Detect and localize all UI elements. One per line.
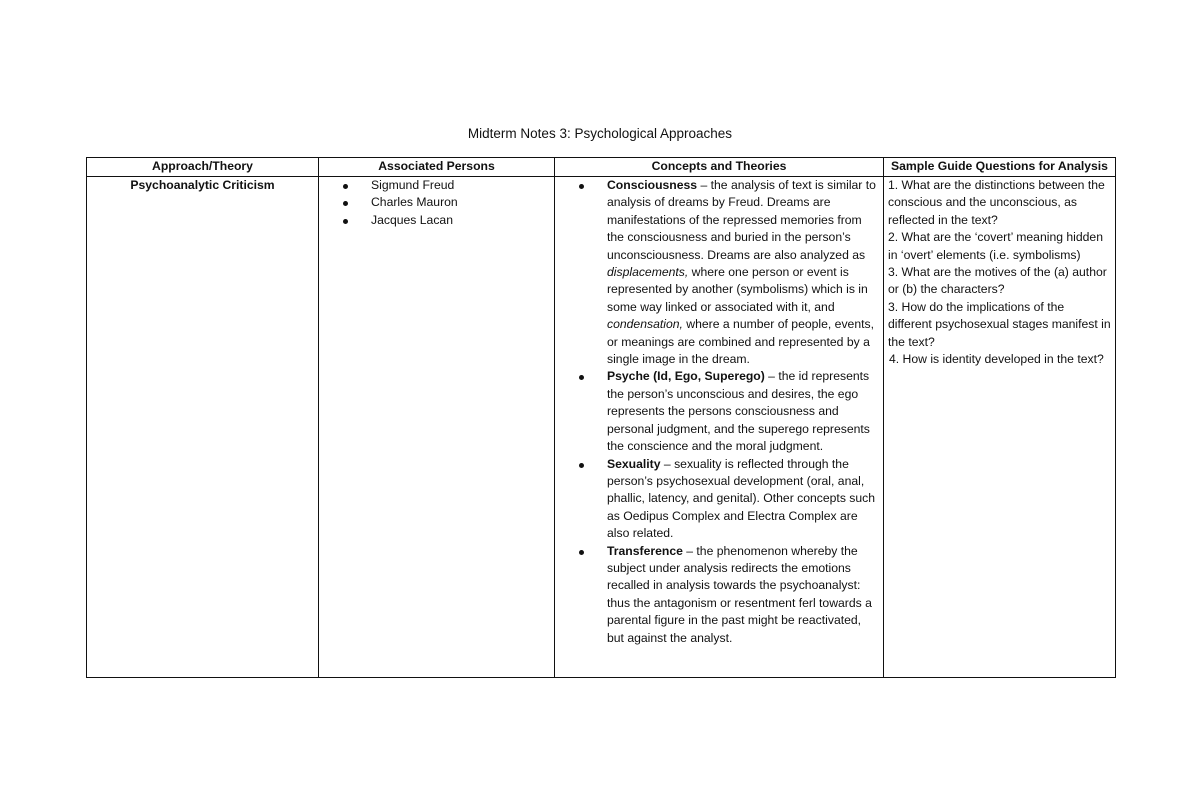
questions-cell [884, 177, 1116, 678]
concepts-cell [555, 177, 884, 678]
guide-question: 1. What are the distinctions between the conscious and the unconscious, as reflected in the text? [888, 178, 1105, 227]
list-item [323, 194, 550, 211]
list-item [323, 177, 550, 194]
header-questions: Sample Guide Questions for Analysis [884, 158, 1116, 177]
concept-item [559, 368, 879, 455]
table-header-row [87, 158, 1116, 177]
header-approach: Approach/Theory [87, 158, 319, 177]
concept-italic-term: condensation, [607, 317, 683, 332]
concept-term: Sexuality [607, 456, 661, 471]
guide-question: 3. What are the motives of the (a) author or (b) the characters? [888, 265, 1107, 297]
guide-question: 4. How is identity developed in the text? [889, 352, 1104, 367]
guide-question: 2. What are the ‘covert’ meaning hidden in ‘overt’ elements (i.e. symbolisms) [888, 230, 1103, 262]
persons-cell [319, 177, 555, 678]
header-concepts: Concepts and Theories [555, 158, 884, 177]
concept-term: Transference [607, 543, 683, 558]
concept-text: where a number of people, events, or meanings are combined and represented by a single image in the dream. [607, 317, 874, 367]
concept-term: Consciousness [607, 178, 698, 192]
bullet-icon [579, 463, 584, 468]
header-persons: Associated Persons [319, 158, 555, 177]
person-name: Jacques Lacan [371, 212, 453, 227]
persons-list [323, 177, 550, 229]
approach-name: Psychoanalytic Criticism [130, 178, 275, 192]
list-item [323, 212, 550, 229]
bullet-icon [343, 184, 348, 189]
person-name: Sigmund Freud [371, 178, 455, 192]
concept-item [559, 177, 879, 368]
concept-item [559, 456, 879, 543]
concept-item [559, 543, 879, 647]
document-title: Midterm Notes 3: Psychological Approaches [467, 126, 733, 141]
concept-text: – sexuality is reflected through the person’s psychosexual development (oral, anal, phallic, latency, and genital). Other concepts such as Oedipus Complex and Electra Complex are also related. [607, 456, 876, 541]
concept-term: Psyche (Id, Ego, Superego) [607, 369, 765, 384]
concept-text: – the phenomenon whereby the subject under analysis redirects the emotions recalled in analysis towards the psychoanalyst: thus the antagonism or resentment ferl towards a parental figure in the past might be reactivated, but against the analyst. [607, 543, 872, 645]
bullet-icon [343, 219, 348, 224]
bullet-icon [343, 201, 348, 206]
person-name: Charles Mauron [371, 195, 458, 210]
bullet-icon [579, 550, 584, 555]
bullet-icon [579, 184, 584, 189]
concept-italic-term: displacements, [607, 265, 689, 280]
table-row [87, 177, 1116, 678]
concept-text: – the analysis of text is similar to analysis of dreams by Freud. Dreams are manifestations of the repressed memories from the consciousness and buried in the person’s unconsciousness. Dreams are also analyzed as [607, 178, 876, 262]
concepts-list [559, 177, 879, 647]
concept-text: where one person or event is represented by another (symbolisms) which is in some way linked or associated with it, and [607, 265, 868, 314]
approach-cell [87, 177, 319, 678]
concept-text: – the id represents the person’s unconscious and desires, the ego represents the persons consciousness and personal judgment, and the superego represents the conscience and the moral judgment. [607, 369, 870, 454]
guide-question: 3. How do the implications of the different psychosexual stages manifest in the text? [888, 299, 1111, 349]
notes-table [86, 157, 1116, 678]
bullet-icon [579, 375, 584, 380]
